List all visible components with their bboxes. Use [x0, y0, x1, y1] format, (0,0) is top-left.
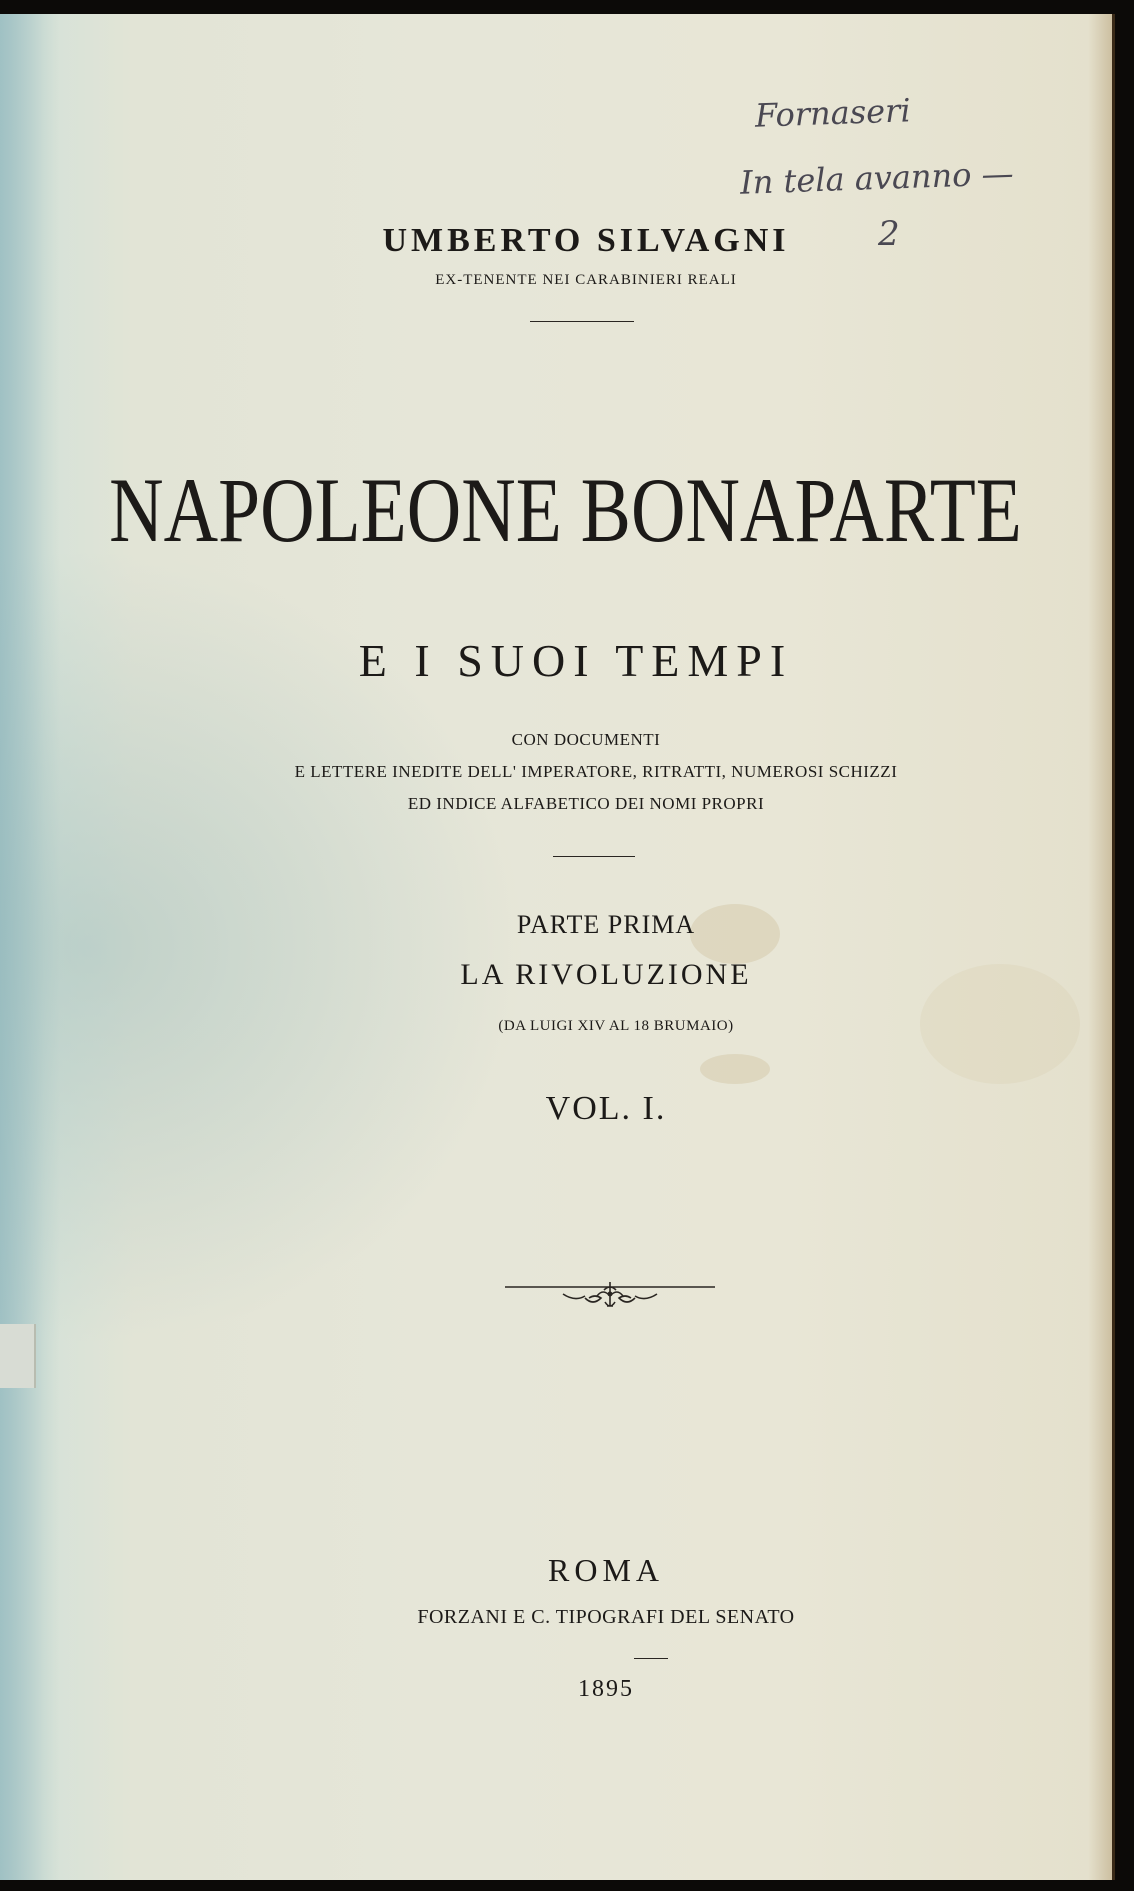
volume-number: VOL. I. [545, 1090, 667, 1127]
book-title: NAPOLEONE BONAPARTE [109, 459, 1022, 561]
part-title: LA RIVOLUZIONE [460, 958, 752, 991]
ornament-divider [505, 1278, 715, 1312]
description-line: CON DOCUMENTI [511, 730, 661, 749]
divider-rule [553, 856, 635, 857]
handwritten-note-line2: In tela avanno — [739, 154, 1015, 202]
author-rank: EX-TENENTE NEI CARABINIERI REALI [435, 272, 737, 288]
divider-rule [530, 321, 634, 322]
imprint-publisher: FORZANI E C. TIPOGRAFI DEL SENATO [417, 1606, 795, 1628]
imprint-city: ROMA [547, 1552, 664, 1588]
torn-edge [0, 1324, 36, 1388]
handwritten-note-line3: 2 [878, 214, 900, 254]
title-page [0, 14, 1115, 1880]
imprint-year: 1895 [578, 1676, 634, 1702]
paper-stain [700, 1054, 770, 1084]
description-line: E LETTERE INEDITE DELL' IMPERATORE, RITRATTI, NUMEROSI SCHIZZI [294, 762, 898, 781]
handwritten-note-line1: Fornaseri [754, 91, 912, 135]
divider-rule [634, 1658, 668, 1659]
author-name: UMBERTO SILVAGNI [382, 222, 790, 259]
description-line: ED INDICE ALFABETICO DEI NOMI PROPRI [407, 794, 765, 813]
book-subtitle: E I SUOI TEMPI [358, 635, 794, 686]
part-label: PARTE PRIMA [516, 910, 696, 939]
part-dates: (DA LUIGI XIV AL 18 BRUMAIO) [498, 1018, 734, 1034]
